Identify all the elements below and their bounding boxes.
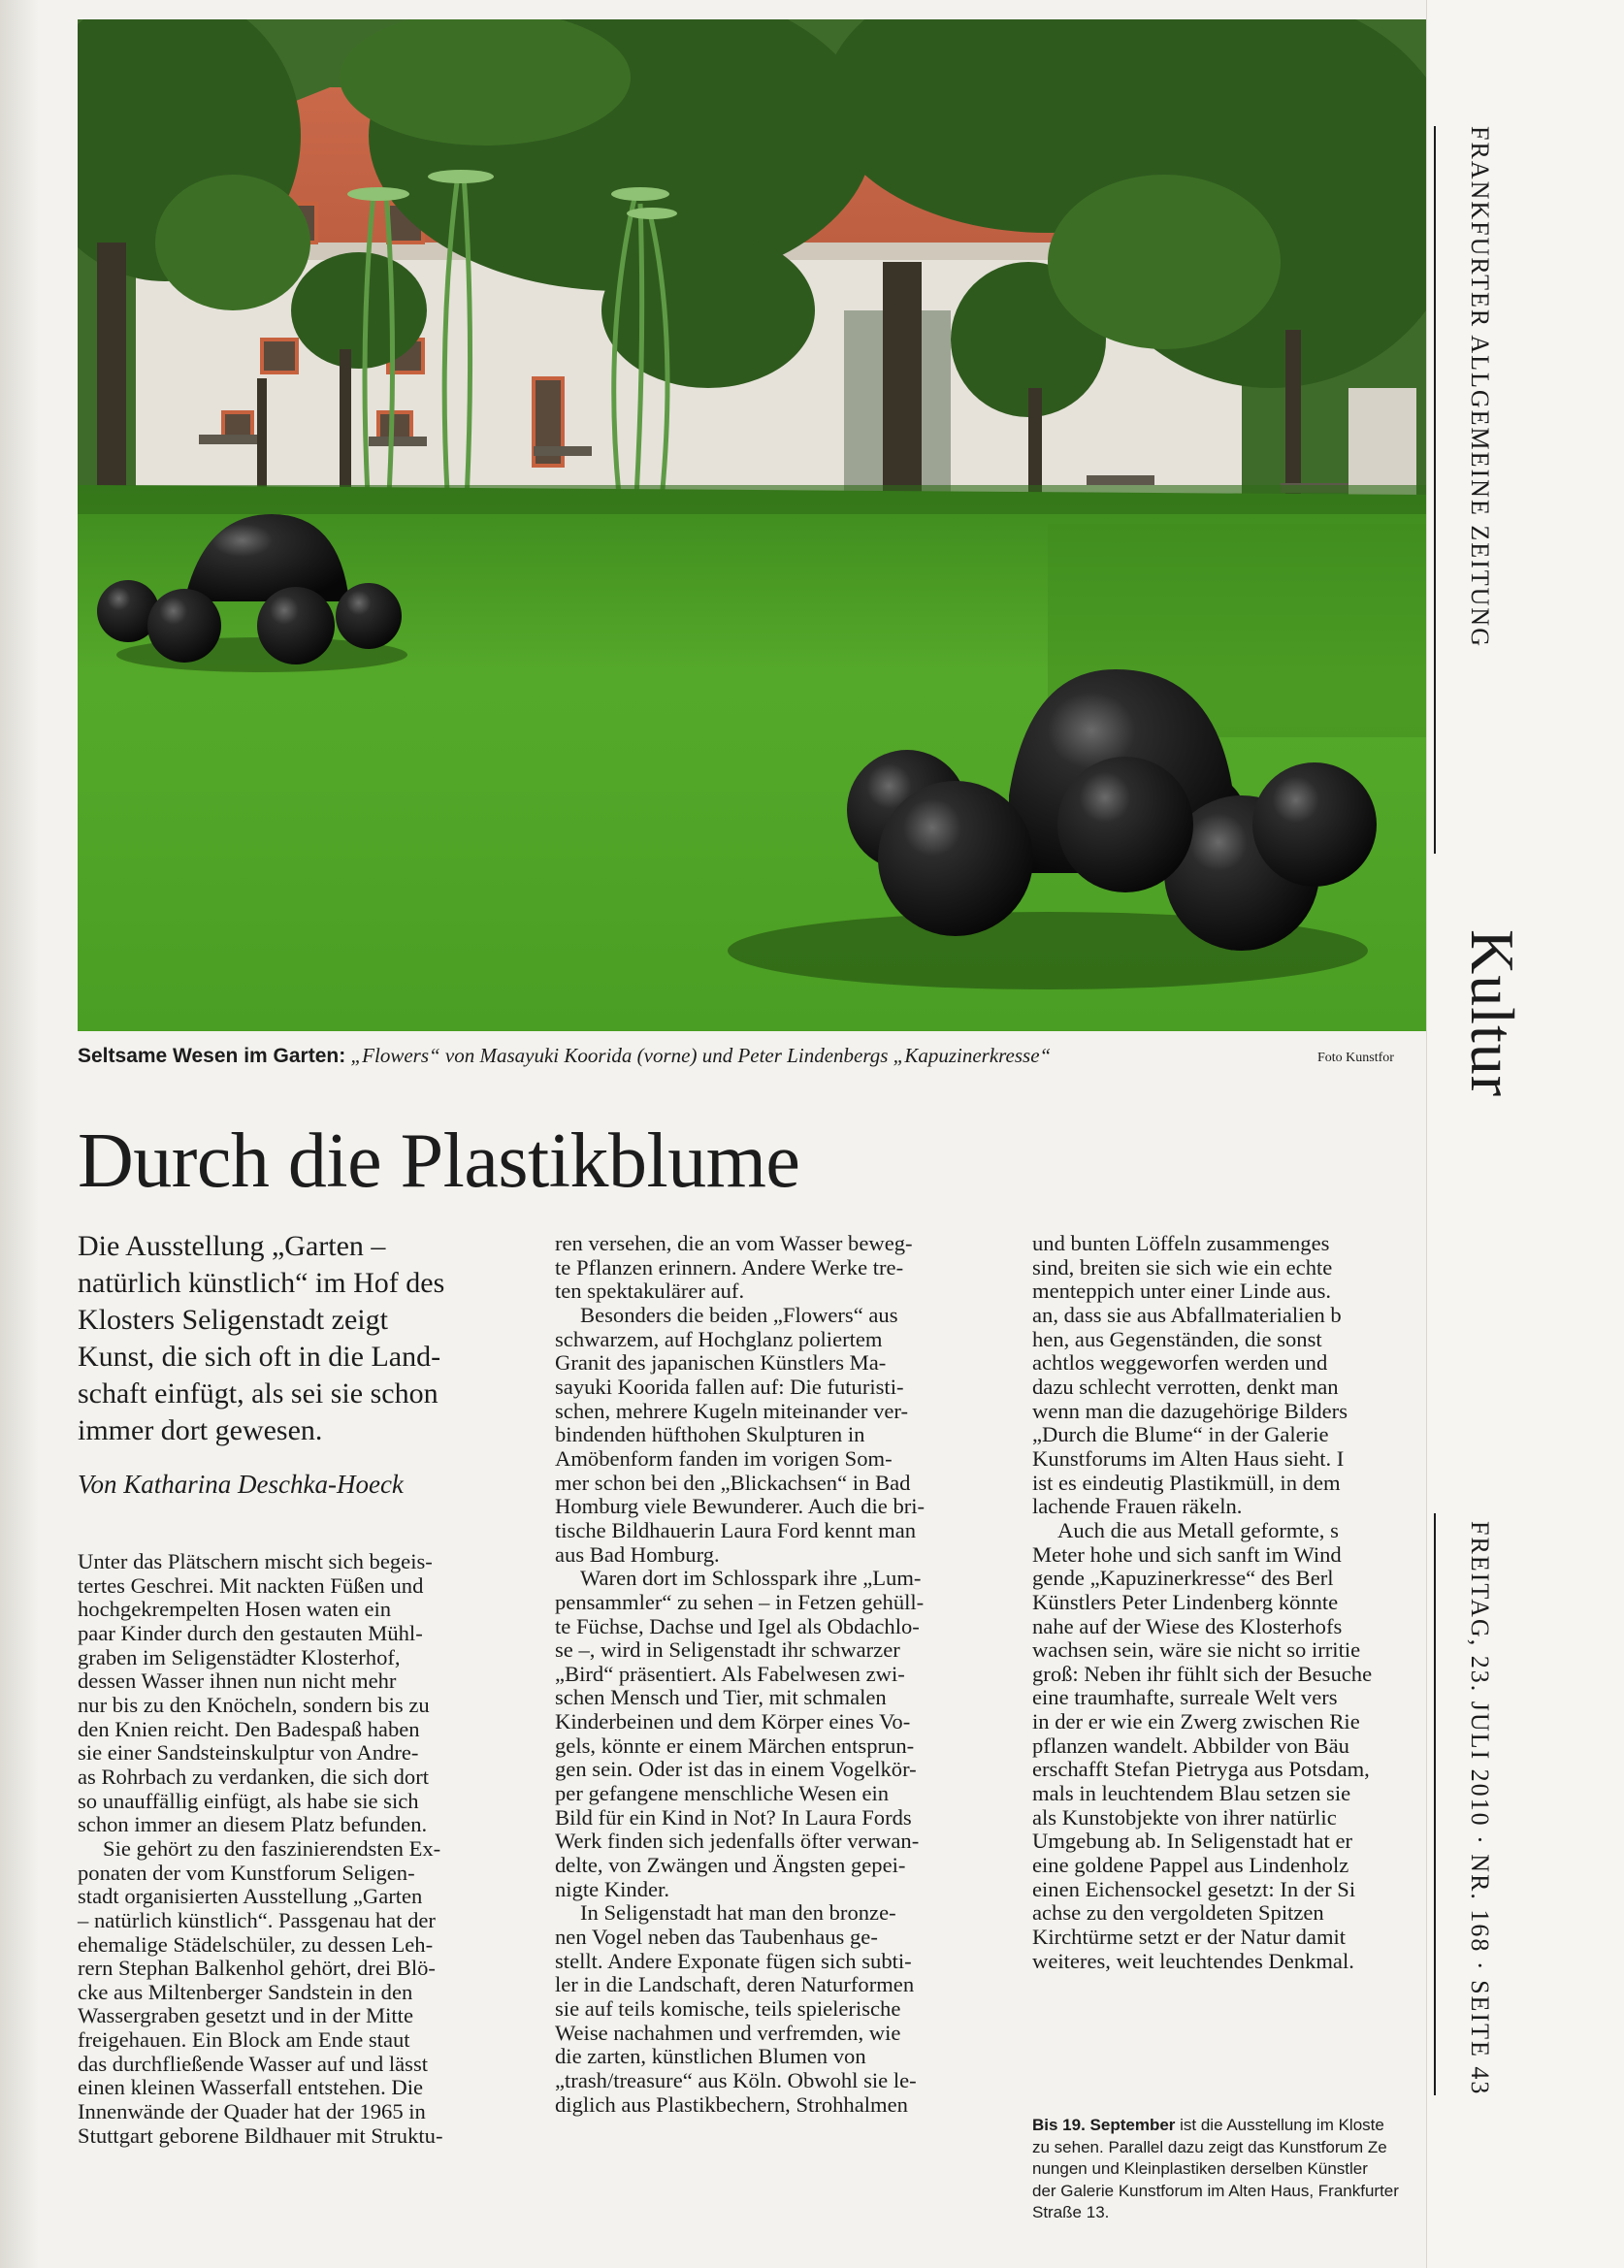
text-line: schen Mensch und Tier, mit schmalen <box>555 1685 887 1710</box>
text-line: Homburg viele Bewunderer. Auch die bri- <box>555 1494 926 1519</box>
text-line: Waren dort im Schlosspark ihre „Lum- <box>580 1566 922 1591</box>
text-line: sie auf teils komische, teils spielerische <box>555 1996 901 2021</box>
intro-line: schaft einfügt, als sei sie schon <box>78 1377 438 1409</box>
intro-line: Klosters Seligenstadt zeigt <box>78 1304 388 1336</box>
article-intro <box>78 1228 524 1502</box>
text-line: Künstlers Peter Lindenberg könnte <box>1032 1589 1339 1614</box>
text-line: in der er wie ein Zwerg zwischen Rie <box>1032 1709 1360 1734</box>
text-line: eine traumhafte, surreale Welt vers <box>1032 1685 1338 1710</box>
info-box <box>1032 2115 1469 2224</box>
section-title: Kultur <box>1458 929 1527 1098</box>
text-line: den Knien reicht. Den Badespaß haben <box>78 1716 420 1741</box>
text-line: menteppich unter einer Linde aus. <box>1032 1279 1332 1304</box>
photo-credit: Foto Kunstfor <box>1317 1051 1394 1065</box>
text-line: dazu schlecht verrotten, denkt man <box>1032 1374 1339 1399</box>
text-line: nen Vogel neben das Taubenhaus ge- <box>555 1925 878 1950</box>
text-line: einen Eichensockel gesetzt: In der Si <box>1032 1876 1356 1901</box>
text-line: die zarten, künstlichen Blumen von <box>555 2044 866 2069</box>
text-line: das durchfließende Wasser auf und lässt <box>78 2051 429 2076</box>
text-line: se –, wird in Seligenstadt ihr schwarzer <box>555 1637 900 1663</box>
text-line: te Pflanzen erinnern. Andere Werke tre- <box>555 1254 904 1280</box>
text-line: „Durch die Blume“ in der Galerie <box>1032 1422 1329 1447</box>
text-line: rern Stephan Balkenhol gehört, drei Blö- <box>78 1956 436 1981</box>
article-column-3 <box>1032 1232 1432 1973</box>
page-edge-shadow <box>0 0 39 2268</box>
intro-line: Kunst, die sich oft in die Land- <box>78 1341 441 1373</box>
text-line: groß: Neben ihr fühlt sich der Besuche <box>1032 1661 1373 1686</box>
article-photo <box>78 19 1426 1031</box>
text-line: ten spektakulärer auf. <box>555 1279 745 1304</box>
masthead: FRANKFURTER ALLGEMEINE ZEITUNG <box>1466 126 1494 648</box>
text-line: aus Bad Homburg. <box>555 1541 720 1567</box>
text-line: Weise nachahmen und verfremden, wie <box>555 2020 901 2045</box>
caption-lead: Seltsame Wesen im Garten: <box>78 1045 346 1067</box>
text-line: freigehauen. Ein Block am Ende staut <box>78 2027 410 2053</box>
author-byline: Von Katharina Deschka-Hoeck <box>78 1470 404 1499</box>
photo-caption <box>78 1044 1339 1068</box>
info-lead: Bis 19. September <box>1032 2116 1176 2134</box>
text-line: as Rohrbach zu verdanken, die sich dort <box>78 1764 430 1789</box>
text-line: und bunten Löffeln zusammenges <box>1032 1232 1330 1255</box>
text-line: „Bird“ präsentiert. Als Fabelwesen zwi- <box>555 1661 905 1686</box>
text-line: gels, könnte er einem Märchen entsprun- <box>555 1733 915 1758</box>
intro-line: Die Ausstellung „Garten – <box>78 1230 386 1262</box>
text-line: gende „Kapuzinerkresse“ des Berl <box>1032 1566 1334 1591</box>
intro-line: immer dort gewesen. <box>78 1414 323 1446</box>
text-line: cke aus Miltenberger Sandstein in den <box>78 1979 413 2004</box>
caption-text: „Flowers“ von Masayuki Koorida (vorne) und Peter Lindenbergs „Kapuzinerkresse“ <box>345 1044 1052 1067</box>
text-line: ist es eindeutig Plastikmüll, in dem <box>1032 1470 1341 1495</box>
text-line: schen, mehrere Kugeln miteinander ver- <box>555 1398 909 1423</box>
text-line: hen, aus Gegenständen, die sonst <box>1032 1326 1322 1351</box>
text-line: Kunstforums im Alten Haus sieht. I <box>1032 1445 1345 1471</box>
text-line: dessen Wasser ihnen nun nicht mehr <box>78 1669 397 1694</box>
headline: Durch die Plastikblume <box>78 1118 800 1204</box>
text-line: weiteres, weit leuchtendes Denkmal. <box>1032 1948 1354 1973</box>
text-line: Kinderbeinen und dem Körper eines Vo- <box>555 1709 911 1734</box>
text-line: schwarzem, auf Hochglanz poliertem <box>555 1326 883 1351</box>
text-line: schon immer an diesem Platz befunden. <box>78 1812 428 1837</box>
article-column-1 <box>78 1550 516 2148</box>
text-line: eine goldene Pappel aus Lindenholz <box>1032 1853 1349 1878</box>
text-line: als Kunstobjekte von ihrer natürlic <box>1032 1804 1337 1830</box>
text-line: bindenden hüfthohen Skulpturen in <box>555 1422 865 1447</box>
text-line: so unauffällig einfügt, als habe sie sich <box>78 1788 419 1813</box>
text-line: nahe auf der Wiese des Klosterhofs <box>1032 1613 1343 1638</box>
info-line: nungen und Kleinplastiken derselben Künstler <box>1032 2159 1368 2178</box>
text-line: sie einer Sandsteinskulptur von Andre- <box>78 1740 419 1766</box>
text-line: Meter hohe und sich sanft im Wind <box>1032 1541 1342 1567</box>
text-line: per gefangene menschliche Wesen ein <box>555 1781 890 1806</box>
text-line: sayuki Koorida fallen auf: Die futuristi- <box>555 1374 904 1399</box>
text-line: wenn man die dazugehörige Bilders <box>1032 1398 1348 1423</box>
text-line: Auch die aus Metall geformte, s <box>1057 1517 1339 1542</box>
text-line: ler in die Landschaft, deren Naturformen <box>555 1972 915 1997</box>
text-line: Kirchtürme setzt er der Natur damit <box>1032 1925 1347 1950</box>
text-line: tische Bildhauerin Laura Ford kennt man <box>555 1517 917 1542</box>
text-line: lachende Frauen räkeln. <box>1032 1494 1243 1519</box>
text-line: graben im Seligenstädter Klosterhof, <box>78 1644 401 1669</box>
text-line: mals in leuchtendem Blau setzen sie <box>1032 1781 1351 1806</box>
text-line: achse zu den vergoldeten Spitzen <box>1032 1900 1324 1926</box>
text-line: Sie gehört zu den faszinierendsten Ex- <box>103 1835 441 1861</box>
text-line: Besonders die beiden „Flowers“ aus <box>580 1302 898 1327</box>
text-line: hochgekrempelten Hosen waten ein <box>78 1597 392 1622</box>
text-line: In Seligenstadt hat man den bronze- <box>580 1900 896 1926</box>
text-line: Stuttgart geborene Bildhauer mit Struktu- <box>78 2122 443 2148</box>
info-line: der Galerie Kunstforum im Alten Haus, Frankfurter <box>1032 2181 1399 2200</box>
text-line: paar Kinder durch den gestauten Mühl- <box>78 1620 423 1645</box>
text-line: erschafft Stefan Pietryga aus Potsdam, <box>1032 1757 1370 1782</box>
text-line: an, dass sie aus Abfallmaterialien b <box>1032 1302 1342 1327</box>
info-line: Straße 13. <box>1032 2203 1110 2221</box>
text-line: – natürlich künstlich“. Passgenau hat der <box>78 1907 436 1932</box>
text-line: ren versehen, die an vom Wasser beweg- <box>555 1231 913 1255</box>
text-line: Granit des japanischen Künstlers Ma- <box>555 1350 887 1376</box>
text-line: sind, breiten sie sich wie ein echte <box>1032 1254 1333 1280</box>
text-line: diglich aus Plastikbechern, Strohhalmen <box>555 2091 908 2117</box>
text-line: wachsen sein, wäre sie nicht so irritie <box>1032 1637 1361 1663</box>
text-line: Werk finden sich jedenfalls öfter verwan- <box>555 1829 920 1854</box>
text-line: tertes Geschrei. Mit nackten Füßen und <box>78 1572 424 1598</box>
text-line: Wassergraben gesetzt und in der Mitte <box>78 2003 413 2028</box>
text-line: nigte Kinder. <box>555 1876 669 1901</box>
text-line: Bild für ein Kind in Not? In Laura Fords <box>555 1804 912 1830</box>
text-line: stellt. Andere Exponate fügen sich subti- <box>555 1948 912 1973</box>
info-first: ist die Ausstellung im Kloste <box>1175 2116 1384 2134</box>
text-line: gen sein. Oder ist das in einem Vogelkör- <box>555 1757 917 1782</box>
text-line: Innenwände der Quader hat der 1965 in <box>78 2099 426 2124</box>
info-line: zu sehen. Parallel dazu zeigt das Kunstforum Ze <box>1032 2137 1387 2156</box>
strip-rule <box>1434 126 1436 854</box>
text-line: ponaten der vom Kunstforum Seligen- <box>78 1860 415 1885</box>
text-line: „trash/treasure“ aus Köln. Obwohl sie le- <box>555 2067 917 2092</box>
text-line: te Füchse, Dachse und Igel als Obdachlo- <box>555 1613 920 1638</box>
masthead-strip <box>1426 0 1624 2268</box>
text-line: mer schon bei den „Blickachsen“ in Bad <box>555 1470 911 1495</box>
text-line: stadt organisierten Ausstellung „Garten <box>78 1884 423 1909</box>
text-line: achtlos weggeworfen werden und <box>1032 1350 1328 1376</box>
text-line: pensammler“ zu sehen – in Fetzen gehüll- <box>555 1589 925 1614</box>
text-line: ehemalige Städelschüler, zu dessen Leh- <box>78 1931 434 1957</box>
text-line: Unter das Plätschern mischt sich begeis- <box>78 1549 433 1573</box>
text-line: pflanzen wandelt. Abbilder von Bäu <box>1032 1733 1349 1758</box>
text-line: delte, von Zwängen und Ängsten gepei- <box>555 1853 906 1878</box>
text-line: Umgebung ab. In Seligenstadt hat er <box>1032 1829 1353 1854</box>
strip-rule <box>1434 1513 1436 2095</box>
intro-line: natürlich künstlich“ im Hof des <box>78 1267 445 1299</box>
text-line: einen kleinen Wasserfall entstehen. Die <box>78 2075 423 2100</box>
article-column-2 <box>555 1232 993 2117</box>
info-line <box>1032 2115 1469 2137</box>
text-line: nur bis zu den Knöcheln, sondern bis zu <box>78 1692 430 1717</box>
dateline: FREITAG, 23. JULI 2010 · NR. 168 · SEITE 43 <box>1466 1521 1494 2096</box>
text-line: Amöbenform fanden im vorigen Som- <box>555 1445 893 1471</box>
